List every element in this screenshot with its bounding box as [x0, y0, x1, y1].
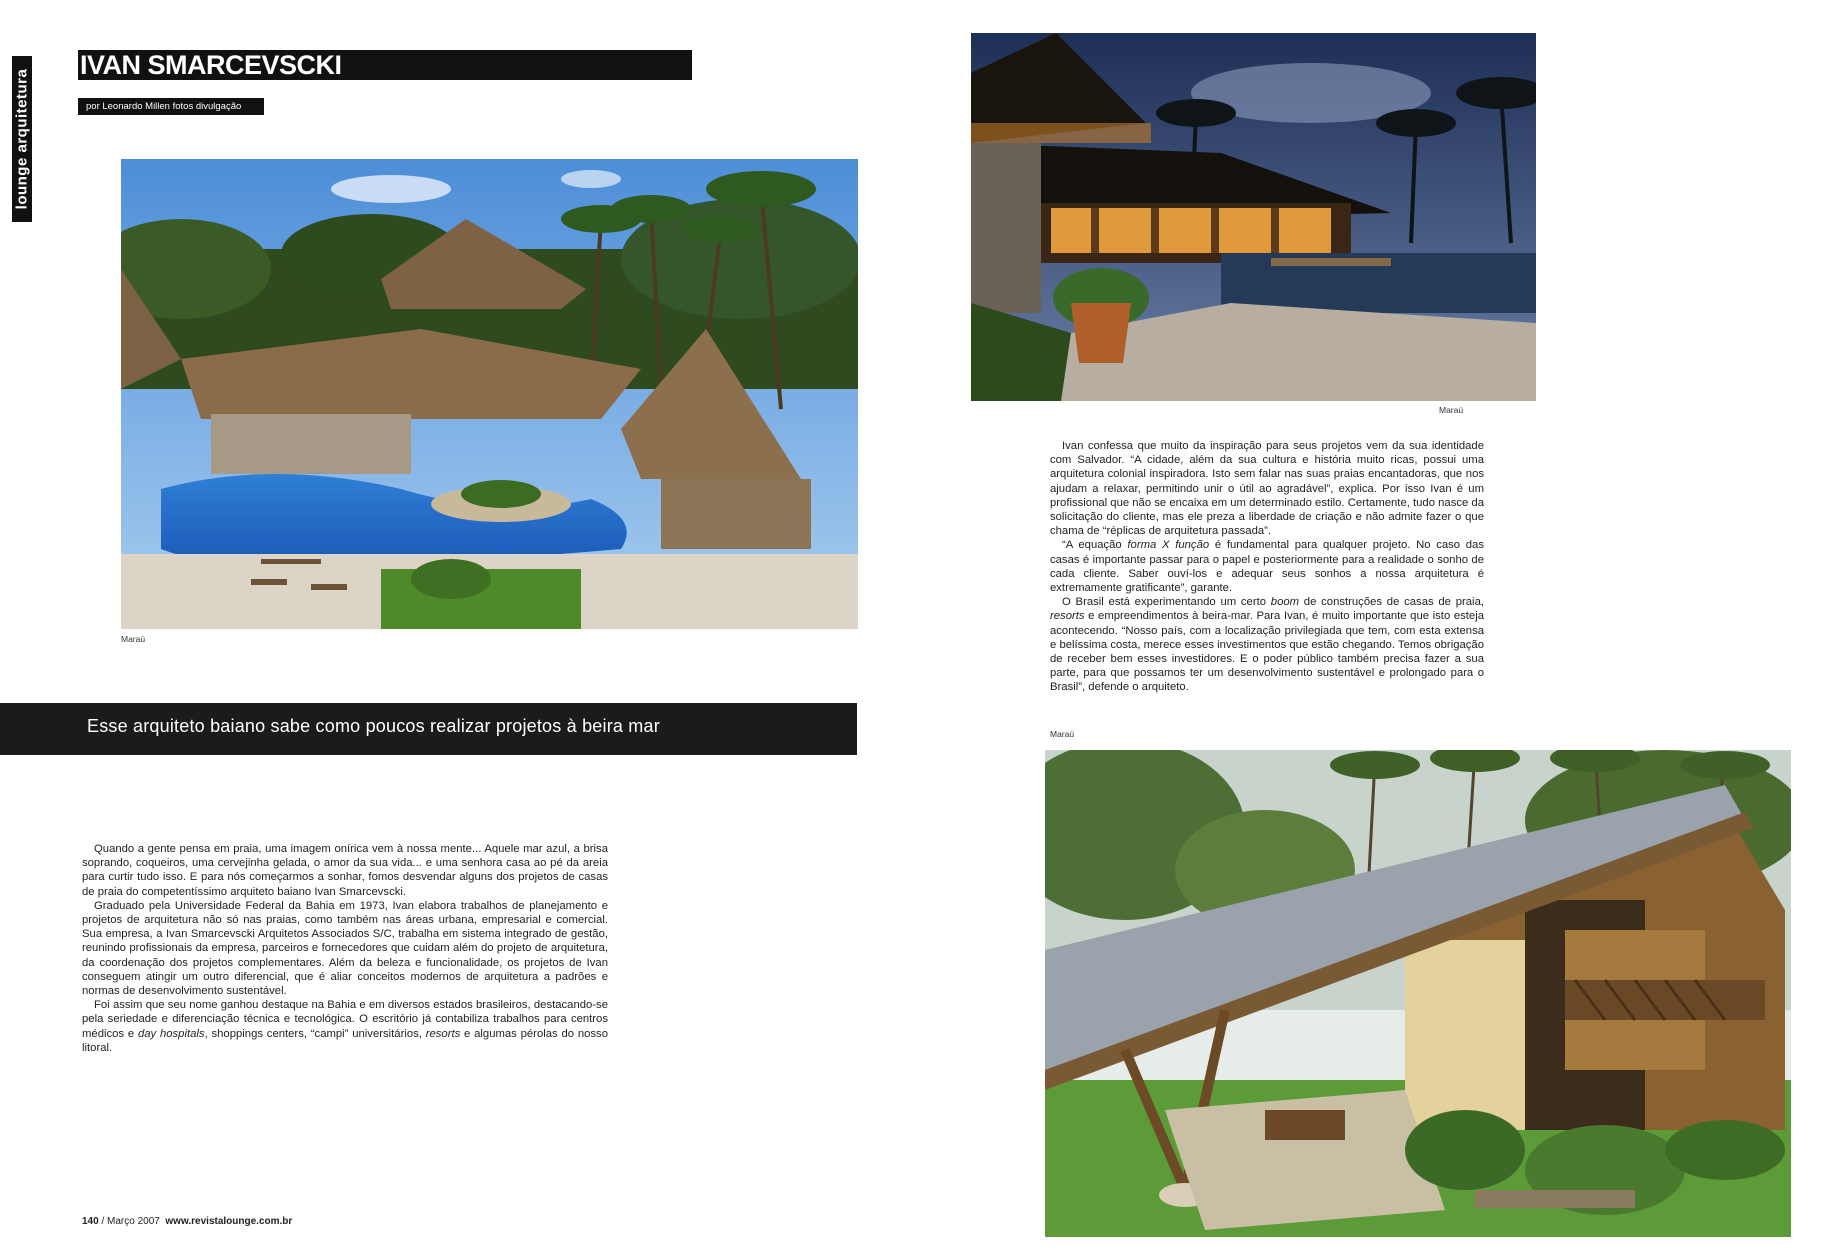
left-paragraph-2: Graduado pela Universidade Federal da Bahia em 1973, Ivan elabora trabalhos de planejamento e projetos de arquitetura não só nas praias, como também nas áreas urbana, empresarial e comercial. Sua empresa, a Ivan Smarcevscki Arquitetos Associados S/C, trabalha em sistema integrado de gestão, reunindo profissionais da empresa, parceiros e fornecedores que cuidam além do projeto de arquitetura, da coordenação dos projetos complementares. Além da beleza e funcionalidade, os projetos de Ivan conseguem atingir um outro diferencial, que é aliar conceitos modernos de arquitetura a padrões e normas de desenvolvimento sustentável.: [82, 899, 608, 998]
text-run: e algumas pérolas do nosso litoral.: [82, 1027, 608, 1054]
left-column-text: [82, 842, 608, 1055]
section-tab: [12, 56, 32, 222]
website: www.revistalounge.com.br: [165, 1216, 293, 1227]
text-run: O Brasil está experimentando um certo: [1062, 596, 1271, 609]
text-run-italic: boom: [1270, 596, 1300, 609]
photo-pool-caption: Maraú: [121, 634, 146, 644]
credit-bar: [78, 98, 264, 115]
photo-pool-resort-image: [121, 159, 858, 629]
left-paragraph-1: Quando a gente pensa em praia, uma imagem onírica vem à nossa mente... Aquele mar azul, a brisa soprando, coqueiros, uma cervejinha gelada, o amor da sua vida... e uma senhora casa ao pé da areia para curtir tudo isso. E para nós começarmos a sonhar, fomos desvendar alguns dos projetos de casas de praia do competentíssimo arquiteto baiano Ivan Smarcevscki.: [82, 843, 608, 898]
page-footer: [82, 1216, 292, 1227]
text-run: Foi assim que seu nome ganhou destaque na Bahia e em diversos estados brasileiros, destacando-se pela seriedade e diferenciação técnica e tecnológica. O escritório já contabiliza trabalhos para centros médicos e: [82, 999, 608, 1040]
section-label: lounge arquitetura: [13, 68, 31, 210]
text-run: , shoppings centers, “campi” universitários,: [204, 1027, 426, 1040]
photo-house: [1045, 750, 1791, 1237]
text-run: é fundamental para qualquer projeto. No caso das casas é importante passar para o papel e posteriormente para a realidade o sonho de cada cliente. Saber ouví-los e adequar seus sonhos a nossa arquitetura é extremamente gratificante”, garante.: [1050, 539, 1484, 595]
text-run-italic: resorts: [425, 1027, 461, 1040]
left-paragraph-3: [82, 998, 608, 1055]
text-run-italic: resorts: [1050, 610, 1085, 623]
text-run-italic: day hospitals: [137, 1027, 205, 1040]
photo-house-image: [1045, 750, 1791, 1237]
right-column-text: [1050, 439, 1484, 695]
page-number: 140: [82, 1216, 99, 1227]
subtitle-bar: [0, 703, 857, 755]
photo-house-caption: Maraú: [1050, 729, 1075, 739]
article-subtitle: Esse arquiteto baiano sabe como poucos realizar projetos à beira mar: [87, 716, 660, 736]
photo-night-resort-image: [971, 33, 1536, 401]
text-run-italic: forma X função: [1127, 539, 1210, 552]
photo-pool-resort: [121, 159, 858, 629]
right-paragraph-3: [1050, 595, 1484, 694]
title-bar: [78, 50, 692, 80]
photo-night-resort: [971, 33, 1536, 401]
photo-night-caption: Maraú: [1439, 405, 1464, 415]
text-run: de construções de casas de praia,: [1299, 596, 1484, 609]
text-run: e empreendimentos à beira-mar. Para Ivan, é muito importante que isto esteja acontecendo. “Nosso país, com a localização privilegiada que tem, com esta extensa e belíssima costa, merece esses investimentos que estão chegando. Temos obrigação de receber bem esses investidores. E o poder público também precisa fazer a sua parte, para que possamos ter um desenvolvimento sustentável e prolongado para o Brasil”, defende o arquiteto.: [1050, 610, 1484, 694]
right-paragraph-1: Ivan confessa que muito da inspiração para seus projetos vem da sua identidade com Salvador. “A cidade, além da sua cultura e história muito ricas, possui uma arquitetura colonial inspiradora. Isto sem falar nas suas praias encantadoras, que nos ajudam a relaxar, permitindo unir o útil ao agradável”, explica. Por isso Ivan é um profissional que não se encaixa em um determinado estilo. Certamente, tudo nasce da solicitação do cliente, mas ele preza a liberdade de criação e não admite fazer o que chama de “réplicas de arquitetura passada”.: [1050, 440, 1484, 538]
right-paragraph-2: [1050, 538, 1484, 595]
article-title: IVAN SMARCEVSCKI: [80, 50, 342, 80]
article-credit: por Leonardo Millen fotos divulgação: [86, 101, 242, 112]
issue-date: / Março 2007: [98, 1216, 160, 1227]
text-run: “A equação: [1062, 539, 1128, 552]
